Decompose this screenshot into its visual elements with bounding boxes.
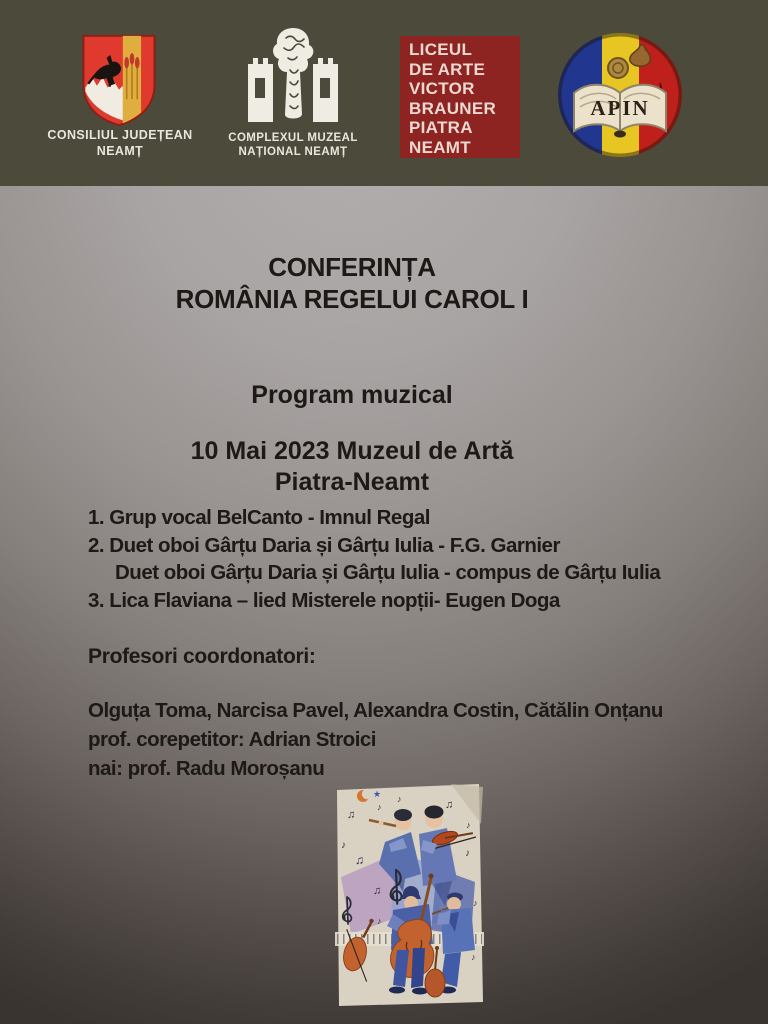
logo1-caption bbox=[30, 128, 210, 159]
program-heading: Program muzical bbox=[251, 381, 453, 409]
museum-emblem-icon bbox=[244, 26, 342, 130]
svg-text:♪: ♪ bbox=[397, 794, 402, 804]
nai-line: nai: prof. Radu Moroșanu bbox=[88, 757, 325, 780]
svg-text:♪: ♪ bbox=[377, 916, 382, 926]
svg-text:♫: ♫ bbox=[373, 885, 382, 897]
svg-text:♫: ♫ bbox=[347, 809, 356, 821]
liceul-line: PIATRA bbox=[409, 118, 473, 138]
logo-consiliul-judetean bbox=[47, 32, 193, 158]
logo-apin bbox=[556, 31, 684, 164]
logo2-caption-line2: NAȚIONAL NEAMȚ bbox=[238, 146, 348, 158]
apin-book-text: APIN bbox=[590, 96, 650, 120]
svg-text:♪: ♪ bbox=[473, 898, 478, 908]
program-item: 3. Lica Flaviana – lied Misterele nopții- Eugen Doga bbox=[88, 588, 560, 612]
event-info bbox=[0, 436, 704, 498]
liceul-line: BRAUNER bbox=[409, 98, 497, 118]
conference-title bbox=[0, 251, 704, 315]
program-item: 2. Duet oboi Gârțu Daria și Gârțu Iulia - F.G. Garnier bbox=[88, 533, 560, 557]
logo2-caption bbox=[218, 131, 368, 159]
coordinator-names-line: Olguța Toma, Narcisa Pavel, Alexandra Costin, Cătălin Onțanu bbox=[88, 699, 663, 722]
title-line2: ROMÂNIA REGELUI CAROL I bbox=[175, 284, 529, 314]
svg-text:★: ★ bbox=[373, 790, 382, 800]
neamt-coat-of-arms-icon bbox=[80, 32, 158, 128]
liceul-line: VICTOR bbox=[409, 79, 475, 99]
coordinators-heading: Profesori coordonatori: bbox=[88, 645, 316, 668]
liceul-line: LICEUL bbox=[409, 40, 473, 59]
logo2-caption-line1: COMPLEXUL MUZEAL bbox=[228, 132, 358, 144]
corepetitor-line: prof. corepetitor: Adrian Stroici bbox=[88, 728, 376, 751]
program-item: 1. Grup vocal BelCanto - Imnul Regal bbox=[88, 506, 430, 529]
title-line1: CONFERINȚA bbox=[268, 252, 436, 282]
svg-text:♪: ♪ bbox=[465, 848, 470, 859]
event-city: Piatra-Neamt bbox=[274, 468, 430, 496]
logo1-caption-line2: NEAMȚ bbox=[96, 143, 144, 158]
liceul-line: NEAMT bbox=[409, 137, 471, 157]
program-item: Duet oboi Gârțu Daria și Gârțu Iulia - compus de Gârțu Iulia bbox=[115, 561, 661, 584]
program-list bbox=[88, 504, 660, 614]
logo-liceul-de-arte bbox=[400, 36, 520, 158]
header-band bbox=[0, 0, 768, 186]
svg-text:♪: ♪ bbox=[466, 820, 471, 830]
coordinators-names bbox=[88, 696, 663, 783]
svg-text:♫: ♫ bbox=[445, 799, 454, 811]
svg-text:♪: ♪ bbox=[471, 952, 476, 962]
svg-text:♪: ♪ bbox=[341, 840, 346, 851]
svg-text:♪: ♪ bbox=[377, 802, 382, 812]
liceul-line: DE ARTE bbox=[409, 59, 486, 79]
musicians-painting bbox=[333, 782, 486, 1009]
logo-complexul-muzeal bbox=[228, 26, 358, 158]
svg-text:♫: ♫ bbox=[355, 853, 364, 867]
apin-logo-icon bbox=[556, 31, 684, 159]
event-date-venue: 10 Mai 2023 Muzeul de Artă bbox=[190, 437, 514, 465]
logo1-caption-line1: CONSILIUL JUDEȚEAN bbox=[47, 128, 193, 142]
